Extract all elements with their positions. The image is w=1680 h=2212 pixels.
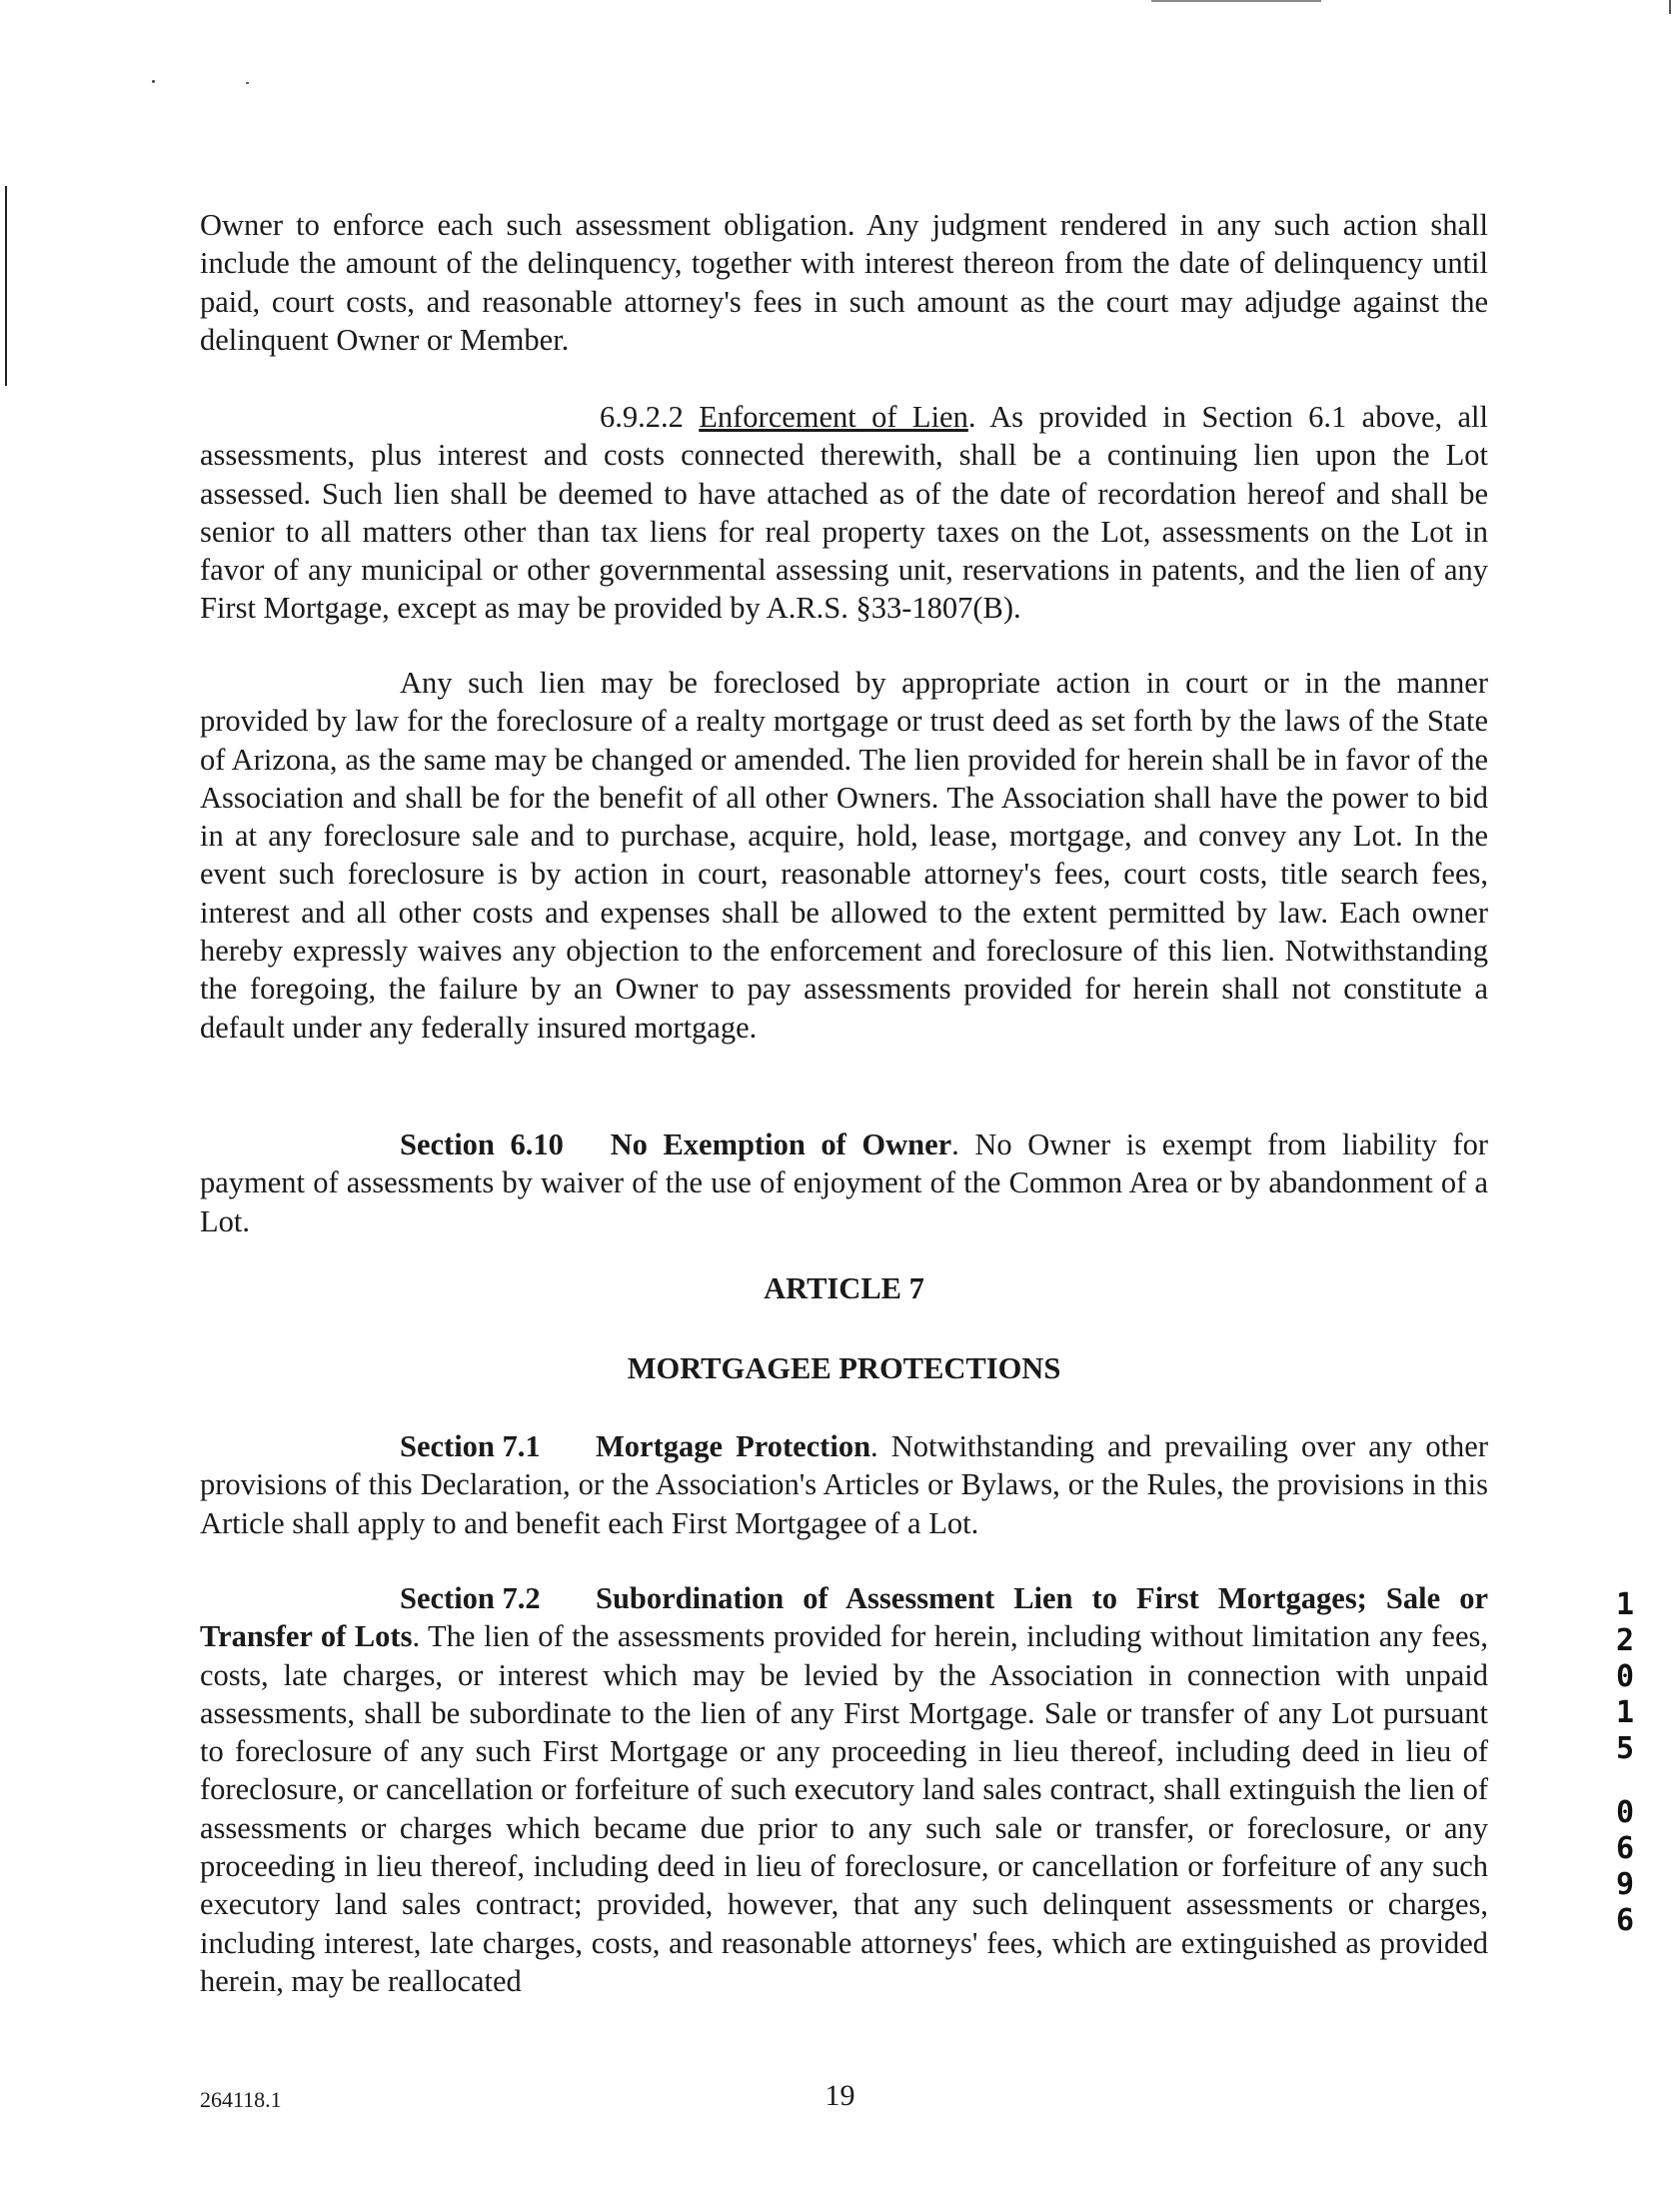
- section-7-2: [200, 1579, 1488, 2000]
- paragraph-text: . As provided in Section 6.1 above, all assessments, plus interest and costs connected therewith, shall be a continuing lien upon the Lot assessed. Such lien shall be deemed to have attached as of the date of recordation hereof and shall be senior to all matters other than tax liens for real property taxes on the Lot, assessments on the Lot in favor of any municipal or other governmental assessing unit, reservations in patents, and the lien of any First Mortgage, except as may be provided by A.R.S. §33-1807(B).: [200, 400, 1488, 626]
- section-6-10: [200, 1125, 1488, 1240]
- section-title: Subordination of Assessment Lien to First Mortgages; Sale or Transfer of Lots: [200, 1581, 1488, 1654]
- section-title: No Exemption of Owner: [610, 1127, 952, 1161]
- section-number: 6.9.2.2: [600, 400, 684, 434]
- stamp-digit: 1: [1615, 1587, 1635, 1622]
- recording-stamp-group-1: [1611, 1587, 1639, 1767]
- recording-stamp-group-2: [1611, 1795, 1639, 1939]
- document-number: 264118.1: [200, 2087, 282, 2112]
- stamp-digit: 6: [1615, 1903, 1635, 1938]
- stamp-digit: 6: [1615, 1831, 1635, 1866]
- scan-speck: [246, 82, 249, 84]
- section-title: Enforcement of Lien: [699, 400, 968, 434]
- top-rule: [1151, 0, 1321, 2]
- paragraph-text: Any such lien may be foreclosed by appropriate action in court or in the manner provided by law for the foreclosure of a realty mortgage or trust deed as set forth by the laws of the State of Arizona, as the same may be changed or amended. The lien provided for herein shall be in favor of the Association and shall be for the benefit of all other Owners. The Association shall have the power to bid in at any foreclosure sale and to purchase, acquire, hold, lease, mortgage, and convey any Lot. In the event such foreclosure is by action in court, reasonable attorney's fees, court costs, title search fees, interest and all other costs and expenses shall be allowed to the extent permitted by law. Each owner hereby expressly waives any objection to the enforcement and foreclosure of this lien. Notwithstanding the foregoing, the failure by an Owner to pay assessments provided for herein shall not constitute a default under any federally insured mortgage.: [200, 666, 1488, 1045]
- paragraph-text: . The lien of the assessments provided for herein, including without limitation any fees, costs, late charges, or interest which may be levied by the Association in connection with unpaid assessments, shall be subordinate to the lien of any First Mortgage. Sale or transfer of any Lot pursuant to foreclosure of any such First Mortgage or any proceeding in lieu thereof, including deed in lieu of foreclosure, or cancellation or forfeiture of such executory land sales contract, shall extinguish the lien of assessments or charges which became due prior to any such sale or transfer, or foreclosure, or any proceeding in lieu thereof, including deed in lieu of foreclosure, or cancellation or forfeiture of any such executory land sales contract; provided, however, that any such delinquent assessments or charges, including interest, late charges, costs, and reasonable attorneys' fees, which are extinguished as provided herein, may be reallocated: [200, 1619, 1489, 1998]
- paragraph-continuation: [200, 206, 1488, 359]
- paragraph-text: . Notwithstanding and prevailing over any other provisions of this Declaration, or the Association's Articles or Bylaws, or the Rules, the provisions in this Article shall apply to and benefit each First Mortgagee of a Lot.: [200, 1429, 1488, 1540]
- article-title: MORTGAGEE PROTECTIONS: [627, 1351, 1061, 1385]
- section-label: Section 7.1: [400, 1429, 541, 1463]
- paragraph-foreclosure: [200, 664, 1488, 1047]
- article-heading: ARTICLE 7: [764, 1271, 924, 1305]
- stamp-digit: 9: [1615, 1867, 1635, 1902]
- section-7-1: [200, 1427, 1488, 1542]
- stamp-digit: 0: [1615, 1795, 1635, 1830]
- stamp-digit: 2: [1615, 1623, 1635, 1658]
- edge-mark: [1669, 0, 1671, 14]
- paragraph-6-9-2-2: [200, 398, 1488, 628]
- stamp-digit: 5: [1615, 1731, 1635, 1766]
- section-label: Section 6.10: [400, 1127, 564, 1161]
- section-title: Mortgage Protection: [596, 1429, 871, 1463]
- page-number: 19: [825, 2079, 855, 2112]
- paragraph-text: Owner to enforce each such assessment obligation. Any judgment rendered in any such action shall include the amount of the delinquency, together with interest thereon from the date of delinquency until paid, court costs, and reasonable attorney's fees in such amount as the court may adjudge against the delinquent Owner or Member.: [200, 208, 1488, 357]
- scan-speck: [152, 80, 155, 83]
- section-label: Section 7.2: [400, 1581, 541, 1615]
- stamp-digit: 1: [1615, 1695, 1635, 1730]
- revision-bar: [5, 186, 7, 386]
- stamp-digit: 0: [1615, 1659, 1635, 1694]
- paragraph-text: . No Owner is exempt from liability for payment of assessments by waiver of the use of enjoyment of the Common Area or by abandonment of a Lot.: [200, 1127, 1488, 1238]
